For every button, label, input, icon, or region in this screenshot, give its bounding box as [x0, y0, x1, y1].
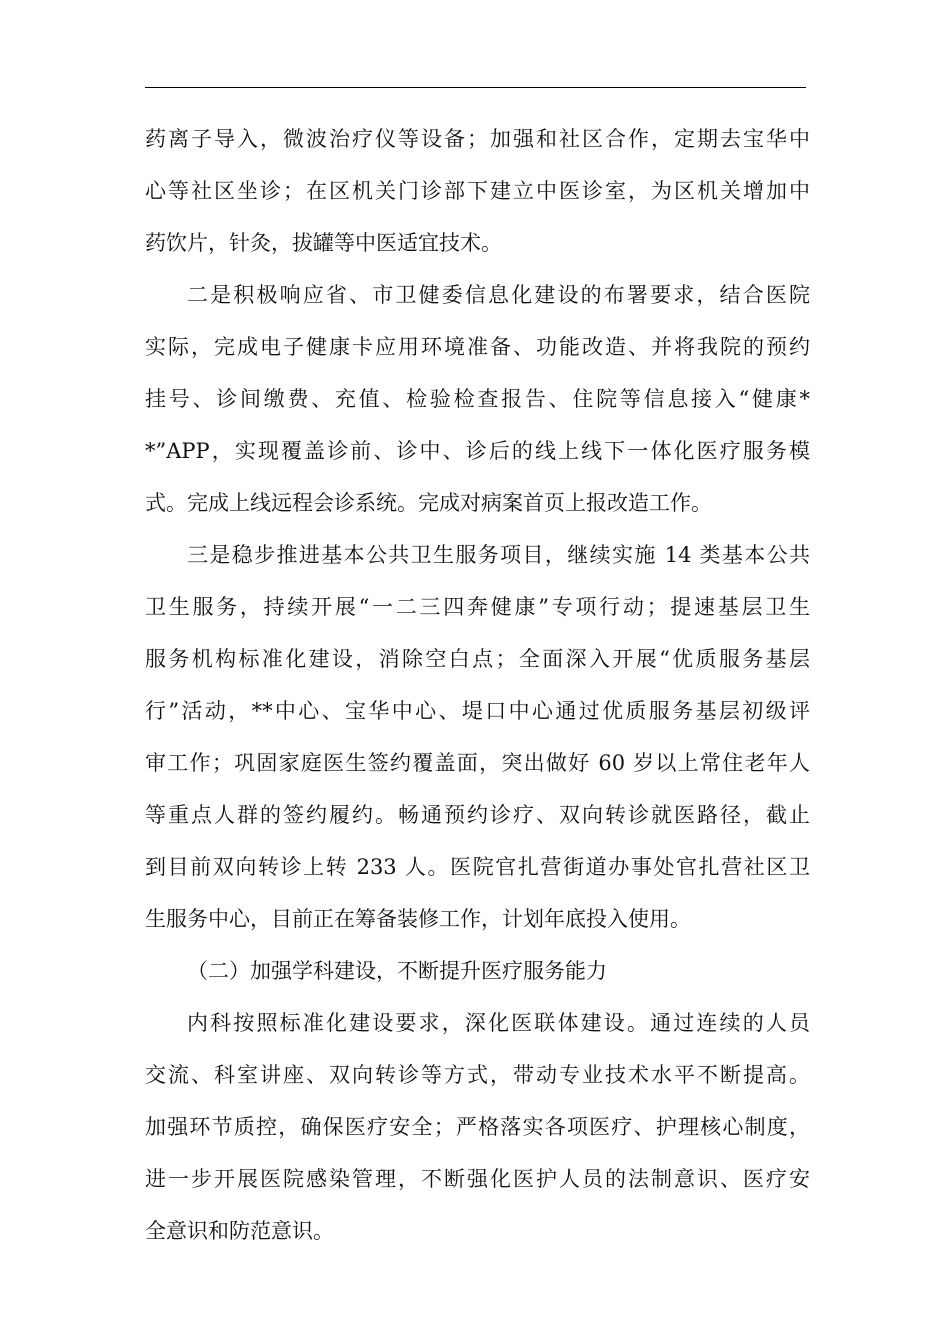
text-line: 药饮片，针灸，拔罐等中医适宜技术。 [145, 231, 502, 255]
text-line: 审工作；巩固家庭医生签约覆盖面，突出做好 60 岁以上常住老年人 [145, 751, 810, 775]
text-line: 加强环节质控，确保医疗安全；严格落实各项医疗、护理核心制度， [145, 1115, 810, 1139]
section-heading: （二）加强学科建设，不断提升医疗服务能力 [187, 959, 607, 983]
text-line: 内科按照标准化建设要求，深化医联体建设。通过连续的人员 [187, 1011, 810, 1035]
text-line: 挂号、诊间缴费、充值、检验检查报告、住院等信息接入“健康* [145, 387, 810, 411]
text-line: 进一步开展医院感染管理，不断强化医护人员的法制意识、医疗安 [145, 1167, 810, 1191]
document-body [145, 117, 810, 1261]
text-line: 心等社区坐诊；在区机关门诊部下建立中医诊室，为区机关增加中 [145, 179, 810, 203]
text-line: 药离子导入，微波治疗仪等设备；加强和社区合作，定期去宝华中 [145, 127, 810, 151]
text-line: 全意识和防范意识。 [145, 1219, 334, 1243]
header-rule [145, 87, 806, 88]
text-line: 式。完成上线远程会诊系统。完成对病案首页上报改造工作。 [145, 491, 712, 515]
text-line: 到目前双向转诊上转 233 人。医院官扎营街道办事处官扎营社区卫 [145, 855, 810, 879]
text-line: 二是积极响应省、市卫健委信息化建设的布署要求，结合医院 [187, 283, 810, 307]
text-line: 行”活动，**中心、宝华中心、堤口中心通过优质服务基层初级评 [145, 699, 810, 723]
text-line: 实际，完成电子健康卡应用环境准备、功能改造、并将我院的预约 [145, 335, 810, 359]
text-line: 等重点人群的签约履约。畅通预约诊疗、双向转诊就医路径，截止 [145, 803, 810, 827]
text-line: 三是稳步推进基本公共卫生服务项目，继续实施 14 类基本公共 [187, 543, 810, 567]
text-line: 服务机构标准化建设，消除空白点；全面深入开展“优质服务基层 [145, 647, 810, 671]
text-line: 生服务中心，目前正在筹备装修工作，计划年底投入使用。 [145, 907, 691, 931]
text-line: *”APP，实现覆盖诊前、诊中、诊后的线上线下一体化医疗服务模 [145, 439, 810, 463]
text-line: 交流、科室讲座、双向转诊等方式，带动专业技术水平不断提高。 [145, 1063, 810, 1087]
text-line: 卫生服务，持续开展“一二三四奔健康”专项行动；提速基层卫生 [145, 595, 810, 619]
